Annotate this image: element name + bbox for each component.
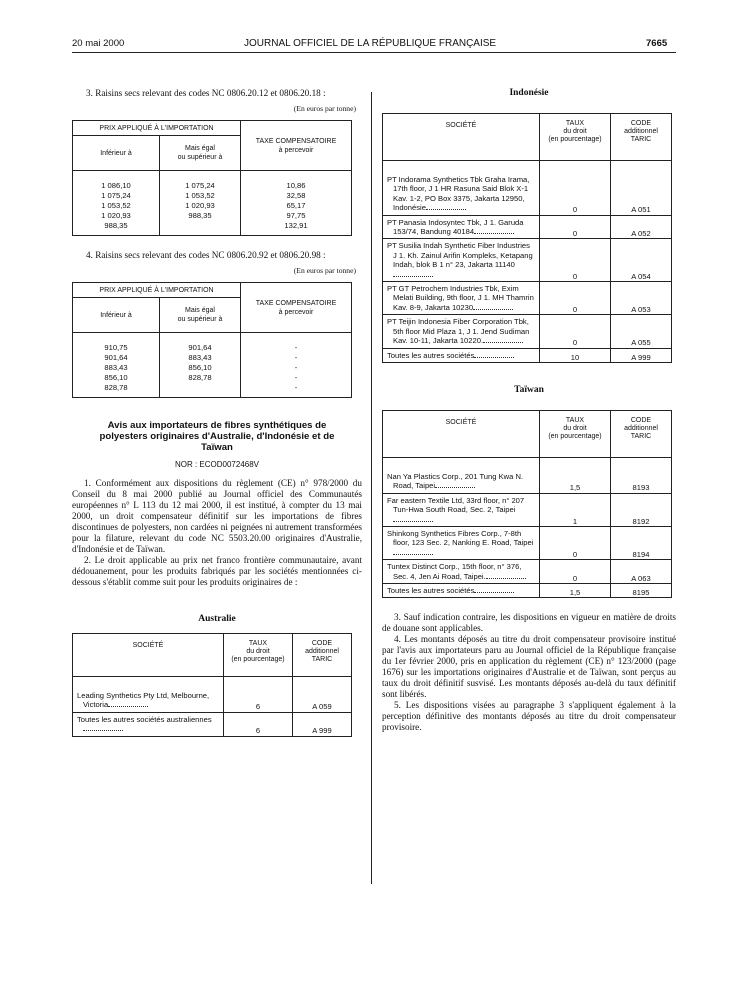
cell-taux: 1,5 [540, 583, 611, 597]
company-name [73, 677, 224, 713]
cell-taux: 6 [224, 712, 293, 736]
cell-taux: 0 [540, 560, 611, 584]
header-rule [72, 52, 676, 53]
cell-lower: 901,64 [73, 353, 160, 363]
company-name-text: PT Panasia Indosyntec Tbk, J 1. Garuda 153/74, Bandung 40184 [387, 217, 524, 237]
cell-upper [160, 383, 241, 398]
header-journal: JOURNAL OFFICIEL DE LA RÉPUBLIQUE FRANÇAISE [244, 38, 497, 49]
th-tax: TAXE COMPENSATOIRE à percevoir [241, 121, 352, 171]
company-name [383, 457, 540, 493]
cell-upper: 1 075,24 [160, 171, 241, 192]
cell-taux: 0 [540, 239, 611, 282]
company-name [383, 493, 540, 526]
cell-upper: 1 020,93 [160, 201, 241, 211]
dot-leader [393, 270, 433, 277]
th-code-ind: CODE additionnel TARIC [611, 114, 672, 161]
table-row [73, 677, 352, 713]
th-code-tw: CODE additionnel TARIC [611, 410, 672, 457]
company-name-text: PT Susilia Indah Synthetic Fiber Industries J 1. Kh. Zainul Arifin Kompleks, Ketapang Indah, blok B 1 n° 23, Jakarta 11140 [387, 241, 533, 270]
dot-leader [83, 724, 123, 731]
company-name [383, 348, 540, 362]
paragraph-4: 4. Les montants déposés au titre du droit compensateur provisoire institué par l'avis aux importateurs paru au Journal officiel de la République française du 1er février 2000, pris en application du règlement (CE) n° 123/2000 (page 1676) sur les importations originaires d'Australie et de Taïwan, sont perçus au taux du droit définitif susvisé. Les montants déposés au-delà du taux définitif sont libérés. [382, 634, 676, 700]
table-row [383, 348, 672, 362]
taiwan-heading: Taïwan [514, 384, 544, 395]
table-row [73, 171, 352, 192]
unit-label: (En euros par tonne) [293, 104, 356, 113]
table-row [73, 221, 352, 236]
dot-leader [108, 700, 148, 707]
cell-lower: 988,35 [73, 221, 160, 236]
th-lower: Inférieur à [73, 136, 160, 171]
cell-code: 8194 [611, 526, 672, 559]
table-row [73, 333, 352, 354]
section-4-title: 4. Raisins secs relevant des codes NC 0806.20.92 et 0806.20.98 : [86, 250, 326, 260]
table-row [383, 560, 672, 584]
company-name-text: PT Teijin Indonesia Fiber Corporation Tbk, 5th floor Mid Plaza 1, J 1. Jend Sudiman Kav. 10-11, Jakarta 10220. [387, 317, 530, 346]
cell-taux: 0 [540, 161, 611, 216]
table-row [383, 161, 672, 216]
cell-tax: - [294, 373, 298, 382]
cell-upper: 1 053,52 [160, 191, 241, 201]
th-lower-4: Inférieur à [73, 298, 160, 333]
unit-label-4: (En euros par tonne) [293, 266, 356, 275]
th-mais: Mais égal ou supérieur à [160, 136, 241, 171]
cell-taux: 1,5 [540, 457, 611, 493]
company-name-text: Leading Synthetics Pty Ltd, Melbourne, Victoria [77, 691, 210, 710]
cell-code: A 053 [611, 282, 672, 315]
company-name-text: Toutes les autres sociétés [387, 585, 475, 595]
company-name [383, 239, 540, 282]
paragraph-5: 5. Les dispositions visées au paragraphe 3 s'appliquent également à la perception définitive des montants déposés au titre du droit compensateur provisoire. [382, 700, 676, 733]
company-name-text: Nan Ya Plastics Corp., 201 Tung Kwa N. Road, Taipei [387, 471, 524, 491]
cell-code: 8195 [611, 583, 672, 597]
indonesie-heading: Indonésie [509, 88, 549, 98]
cell-taux: 0 [540, 215, 611, 239]
dot-leader [393, 515, 433, 522]
company-name-text: PT Indorama Synthetics Tbk Graha Irama, 17th floor, J 1 HR Rasuna Said Blok X-1 Kav. 1-2, PO Box 3375, Jakarta 12950, Indonésie [387, 175, 530, 213]
cell-lower: 1 075,24 [73, 191, 160, 201]
table-row [383, 457, 672, 493]
th-price: PRIX APPLIQUÉ À L'IMPORTATION [73, 121, 241, 136]
paragraph-2: 2. Le droit applicable au prix net franco frontière communautaire, avant dédouanement, pour les produits fabriqués par les sociétés mentionnées ci-dessous s'établit comme suit pour les produits originaires de : [72, 555, 362, 587]
cell-tax: 132,91 [284, 221, 308, 230]
company-name [383, 526, 540, 559]
australie-heading: Australie [198, 614, 236, 624]
cell-upper: 883,43 [160, 353, 241, 363]
table-row [73, 383, 352, 398]
company-name [383, 215, 540, 239]
table-row [73, 211, 352, 221]
cell-code: 8192 [611, 493, 672, 526]
dot-leader [483, 336, 523, 343]
right-column [382, 88, 676, 733]
table-row [73, 363, 352, 373]
company-name [383, 315, 540, 348]
table-row [73, 201, 352, 211]
cell-tax: - [294, 383, 298, 392]
cell-code: A 052 [611, 215, 672, 239]
dot-leader [474, 351, 514, 358]
th-price-4: PRIX APPLIQUÉ À L'IMPORTATION [73, 283, 241, 298]
table-row [383, 282, 672, 315]
th-tax-4: TAXE COMPENSATOIRE à percevoir [241, 283, 352, 333]
cell-code: A 051 [631, 205, 651, 215]
nor-label: NOR : ECOD0072468V [174, 460, 260, 469]
cell-code: A 055 [611, 315, 672, 348]
cell-tax: 97,75 [286, 211, 306, 220]
company-name-text: Far eastern Textile Ltd, 33rd floor, n° 207 Tun-Hwa South Road, Sec. 2, Taipei [387, 495, 525, 515]
dot-leader [426, 203, 466, 210]
cell-code: A 054 [611, 239, 672, 282]
company-name [73, 712, 224, 736]
table-row [383, 583, 672, 597]
dot-leader [435, 481, 475, 488]
cell-tax: 65,17 [286, 201, 306, 210]
dot-leader [473, 303, 513, 310]
australie-table [72, 633, 352, 737]
cell-tax: 10,86 [286, 181, 306, 190]
cell-lower: 910,75 [73, 333, 160, 354]
company-name [383, 583, 540, 597]
table-row [383, 493, 672, 526]
price-table-3 [72, 120, 352, 236]
cell-lower: 1 020,93 [73, 211, 160, 221]
cell-tax: 32,58 [286, 191, 306, 200]
dot-leader [393, 548, 433, 555]
header-page: 7665 [646, 38, 668, 49]
cell-upper [160, 221, 241, 236]
table-row [383, 215, 672, 239]
th-societe-ind: SOCIÉTÉ [383, 114, 540, 161]
column-divider [371, 92, 372, 884]
table-row [73, 373, 352, 383]
cell-taux: 6 [224, 677, 293, 713]
cell-code: A 063 [611, 560, 672, 584]
company-name-text: Tuntex Distinct Corp., 15th floor, n° 376, Sec. 4, Jen Ai Road, Taipei. [387, 562, 522, 581]
table-row [383, 239, 672, 282]
th-taux-tw: TAUX du droit (en pourcentage) [540, 410, 611, 457]
cell-lower: 1 053,52 [73, 201, 160, 211]
table-row [73, 191, 352, 201]
cell-lower: 1 086,10 [73, 171, 160, 192]
dot-leader [474, 227, 514, 234]
cell-upper: 828,78 [160, 373, 241, 383]
cell-lower: 883,43 [73, 363, 160, 373]
cell-lower: 856,10 [73, 373, 160, 383]
section-3-title: 3. Raisins secs relevant des codes NC 0806.20.12 et 0806.20.18 : [86, 88, 326, 98]
dot-leader [486, 572, 526, 579]
cell-tax: - [294, 343, 298, 352]
cell-tax: - [294, 363, 298, 372]
cell-upper: 988,35 [160, 211, 241, 221]
th-code: CODE additionnel TARIC [293, 634, 352, 677]
company-name-text: Toutes les autres sociétés [387, 350, 475, 360]
table-row [73, 353, 352, 363]
left-column [72, 88, 362, 737]
th-taux-ind: TAUX du droit (en pourcentage) [540, 114, 611, 161]
indonesie-table [382, 113, 672, 363]
cell-code: A 999 [611, 348, 672, 362]
cell-taux: 10 [540, 348, 611, 362]
cell-tax: - [294, 353, 298, 362]
dot-leader [474, 586, 514, 593]
table-row [383, 526, 672, 559]
header-date: 20 mai 2000 [72, 38, 125, 49]
cell-lower: 828,78 [73, 383, 160, 398]
company-name-text: Toutes les autres sociétés australiennes [77, 714, 212, 724]
cell-taux: 0 [540, 282, 611, 315]
company-name [383, 161, 540, 216]
paragraph-3: 3. Sauf indication contraire, les dispositions en vigueur en matière de droits de douane sont applicables. [382, 612, 676, 634]
paragraph-1: 1. Conformément aux dispositions du règlement (CE) n° 978/2000 du Conseil du 8 mai 2000 publié au Journal officiel des Communautés européennes n° L 113 du 12 mai 2000, il est institué, à compter du 13 mai 2000, un droit compensateur définitif sur les importations de fibres discontinues de polyesters, non cardées ni peignées ni autrement transformées pour la filature, relevant du code NC 5503.20.00 originaires d'Australie, d'Indonésie et de Taïwan. [72, 478, 362, 554]
cell-upper: 901,64 [160, 333, 241, 354]
cell-code: A 059 [312, 702, 332, 712]
cell-taux: 1 [540, 493, 611, 526]
cell-code: 8193 [632, 483, 650, 493]
cell-taux: 0 [540, 315, 611, 348]
cell-code: A 999 [293, 712, 352, 736]
company-name [383, 560, 540, 584]
th-societe-tw: SOCIÉTÉ [383, 410, 540, 457]
company-name [383, 282, 540, 315]
cell-upper: 856,10 [160, 363, 241, 373]
th-societe: SOCIÉTÉ [73, 634, 224, 677]
table-row [73, 712, 352, 736]
cell-taux: 0 [540, 526, 611, 559]
taiwan-table [382, 410, 672, 598]
price-table-4 [72, 282, 352, 398]
company-name-text: Shinkong Synthetics Fibres Corp., 7-8th floor, 123 Sec. 2, Nanking E. Road, Taipei [387, 528, 534, 548]
th-taux: TAUX du droit (en pourcentage) [224, 634, 293, 677]
avis-title: Avis aux importateurs de fibres synthétiques de polyesters originaires d'Australie, d'Indonésie et de Taïwan [99, 420, 335, 453]
table-row [383, 315, 672, 348]
th-mais-4: Mais égal ou supérieur à [160, 298, 241, 333]
company-name-text: PT GT Petrochem Industries Tbk, Exim Melati Building, 9th floor, J 1. MH Thamrin Kav. 8-9, Jakarta 10230 [387, 284, 534, 312]
